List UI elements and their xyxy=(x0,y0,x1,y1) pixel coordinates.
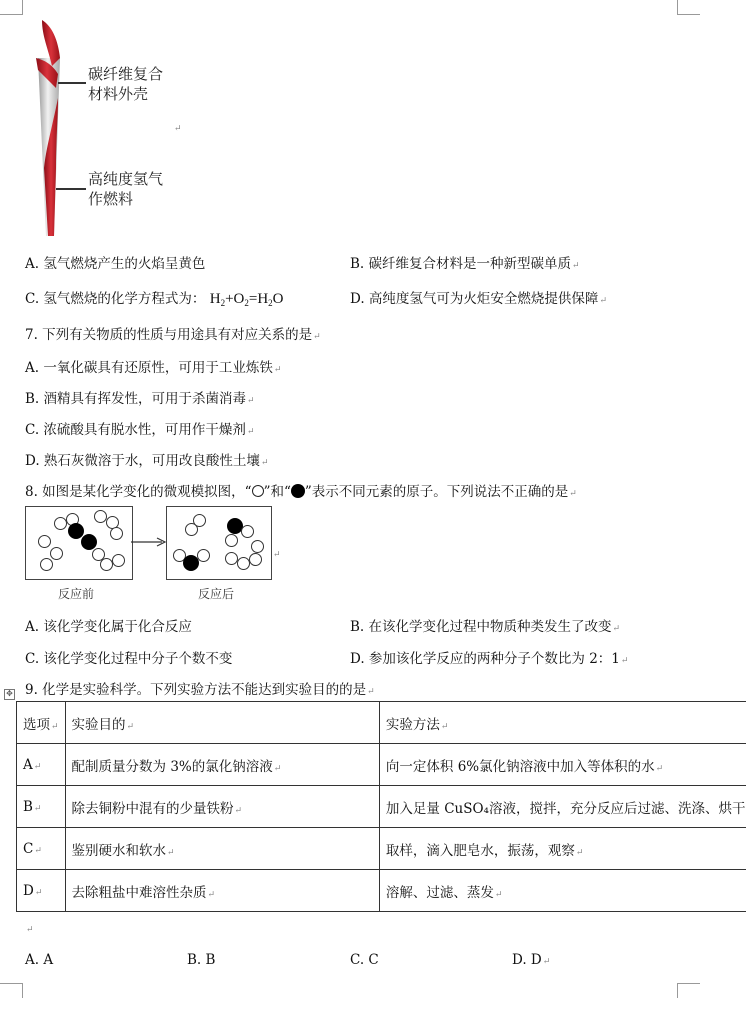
q8-option-b: B. 在该化学变化过程中物质种类发生了改变↵ xyxy=(350,619,621,635)
table-cell: 去除粗盐中难溶性杂质↵ xyxy=(65,870,379,912)
table-header-cell: 选项↵ xyxy=(17,702,66,744)
q8-option-d: D. 参加该化学反应的两种分子个数比为 2：1↵ xyxy=(350,651,629,667)
corner-mark-bottom-right xyxy=(677,983,700,998)
table-row xyxy=(17,786,746,828)
q6-option-a: A. 氢气燃烧产生的火焰呈黄色 xyxy=(25,256,206,272)
paragraph-mark: ↵ xyxy=(273,550,281,560)
table-cell: 鉴别硬水和软水↵ xyxy=(65,828,379,870)
corner-mark-top-left xyxy=(0,0,23,15)
table-cell: 溶解、过滤、蒸发↵ xyxy=(379,870,746,912)
atom-white xyxy=(197,549,210,562)
q6-option-c: C. 氢气燃烧的化学方程式为： $H_2+O_2=H_2O$ xyxy=(25,291,284,308)
table-cell: 除去铜粉中混有的少量铁粉↵ xyxy=(65,786,379,828)
corner-mark-top-right xyxy=(677,0,700,15)
hydrogen-equation: $H_2+O_2=H_2O$ xyxy=(209,291,284,308)
q8-option-a: A. 该化学变化属于化合反应 xyxy=(25,619,192,635)
atom-white xyxy=(110,527,123,540)
q7-stem: 7. 下列有关物质的性质与用途具有对应关系的是↵ xyxy=(25,327,321,343)
q9-answer-c: C. C xyxy=(350,952,379,968)
caption-before: 反应前 xyxy=(58,587,95,601)
table-header-cell: 实验目的↵ xyxy=(65,702,379,744)
table-header-cell: 实验方法↵ xyxy=(379,702,746,744)
table-row xyxy=(17,828,746,870)
table-row xyxy=(17,870,746,912)
label-fuel-line2: 作燃料 xyxy=(88,190,134,208)
q8-option-c: C. 该化学变化过程中分子个数不变 xyxy=(25,651,233,667)
atom-white xyxy=(185,523,198,536)
label-pointer-bottom xyxy=(56,188,86,190)
atom-white xyxy=(241,525,254,538)
table-cell: C↵ xyxy=(17,828,66,870)
table-cell: 向一定体积 6%氯化钠溶液中加入等体积的水↵ xyxy=(379,744,746,786)
atom-white xyxy=(50,547,63,560)
atom-white xyxy=(38,535,51,548)
before-box xyxy=(25,506,133,580)
q7-option-c: C. 浓硫酸具有脱水性，可用作干燥剂↵ xyxy=(25,422,255,438)
table-header-row xyxy=(17,702,746,744)
after-box xyxy=(166,506,272,580)
label-fuel-line1: 高纯度氢气 xyxy=(88,170,164,188)
q7-option-a: A. 一氧化碳具有还原性，可用于工业炼铁↵ xyxy=(25,360,282,376)
experiment-table xyxy=(16,701,746,912)
white-circle-icon xyxy=(252,485,264,497)
table-cell: D↵ xyxy=(17,870,66,912)
black-circle-icon xyxy=(291,484,305,498)
q9-answer-d: D. D↵ xyxy=(512,952,551,968)
corner-mark-bottom-left xyxy=(0,983,23,998)
q9-answer-a: A. A xyxy=(25,952,54,968)
q7-option-b: B. 酒精具有挥发性，可用于杀菌消毒↵ xyxy=(25,391,255,407)
table-move-handle-icon[interactable]: ✥ xyxy=(4,689,15,700)
atom-white xyxy=(112,554,125,567)
label-shell-line1: 碳纤维复合 xyxy=(88,65,164,83)
label-pointer-top xyxy=(58,82,86,84)
label-fuel xyxy=(88,169,163,209)
q6-option-d: D. 高纯度氢气可为火炬安全燃烧提供保障↵ xyxy=(350,291,607,307)
table-cell: 配制质量分数为 3%的氯化钠溶液↵ xyxy=(65,744,379,786)
paragraph-mark: ↵ xyxy=(26,925,34,935)
atom-black xyxy=(81,534,97,550)
table-cell: 加入足量 CuSO₄溶液，搅拌，充分反应后过滤、洗涤、烘干 xyxy=(379,786,746,828)
atom-white xyxy=(249,553,262,566)
table-cell: B↵ xyxy=(17,786,66,828)
paragraph-mark: ↵ xyxy=(174,124,182,134)
table-cell: 取样，滴入肥皂水，振荡，观察↵ xyxy=(379,828,746,870)
q9-answer-b: B. B xyxy=(187,952,216,968)
atom-white xyxy=(251,540,264,553)
reaction-arrow xyxy=(131,537,167,547)
table-row xyxy=(17,744,746,786)
q6-option-b: B. 碳纤维复合材料是一种新型碳单质↵ xyxy=(350,256,580,272)
q8-stem: 8. 如图是某化学变化的微观模拟图，“ ”和“ ”表示不同元素的原子。下列说法不正确的是↵ xyxy=(25,484,577,500)
label-shell-line2: 材料外壳 xyxy=(88,85,149,103)
label-shell xyxy=(88,64,163,104)
torch-image xyxy=(30,18,80,240)
caption-after: 反应后 xyxy=(198,587,235,601)
table-cell: A↵ xyxy=(17,744,66,786)
q9-stem: 9. 化学是实验科学。下列实验方法不能达到实验目的的是↵ xyxy=(25,682,375,698)
q7-option-d: D. 熟石灰微溶于水，可用改良酸性土壤↵ xyxy=(25,453,269,469)
atom-white xyxy=(225,534,238,547)
atom-white xyxy=(40,558,53,571)
